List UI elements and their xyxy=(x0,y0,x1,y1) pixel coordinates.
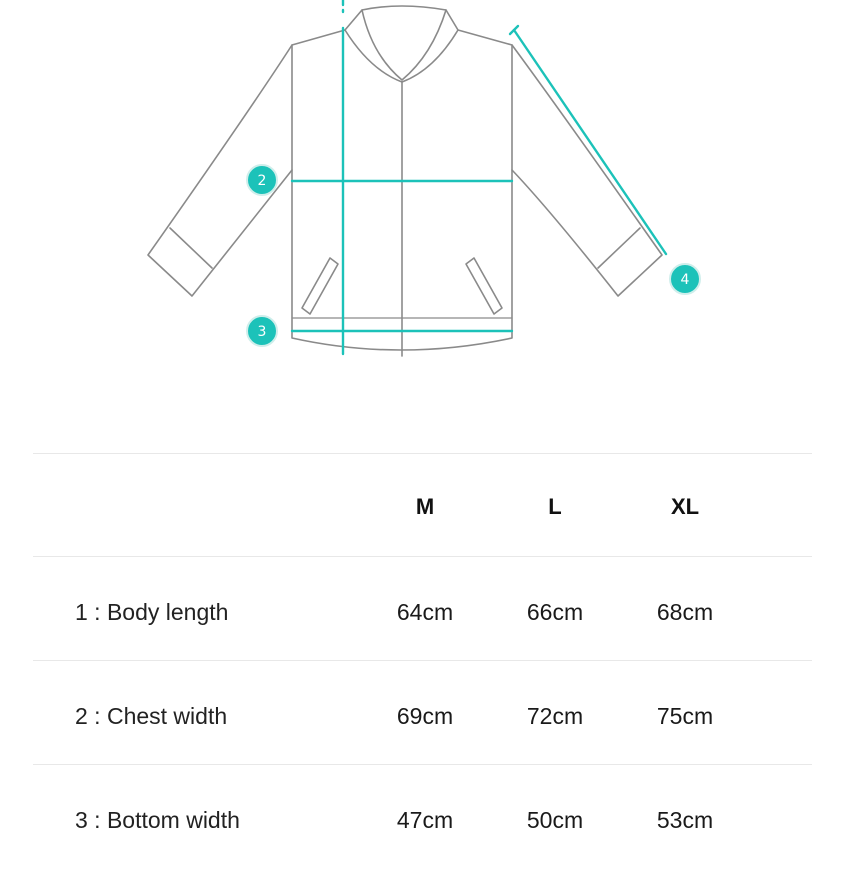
column-header-l: L xyxy=(548,494,562,519)
cell-body-length-l: 66cm xyxy=(526,599,584,625)
measurement-lines xyxy=(292,0,666,354)
jacket-neckline xyxy=(345,30,458,82)
row-label-body-length: 1 : Body length xyxy=(75,599,229,625)
right-cuff-seam xyxy=(598,228,640,268)
marker-4 xyxy=(670,264,700,294)
jacket-collar-inner xyxy=(362,10,446,80)
sleeve-length-line xyxy=(514,30,666,254)
jacket-illustration xyxy=(0,0,845,400)
cell-bottom-width-m: 47cm xyxy=(396,807,454,833)
marker-3-label: 3 xyxy=(257,324,267,340)
right-sleeve xyxy=(512,45,662,296)
row-label-bottom-width: 3 : Bottom width xyxy=(75,807,240,833)
cell-bottom-width-xl: 53cm xyxy=(656,807,714,833)
cell-bottom-width-l: 50cm xyxy=(526,807,584,833)
left-cuff-seam xyxy=(170,228,212,268)
left-pocket xyxy=(302,258,338,314)
marker-2 xyxy=(247,165,277,195)
table-row xyxy=(33,660,812,765)
column-header-m: M xyxy=(415,494,435,519)
right-pocket xyxy=(466,258,502,314)
cell-body-length-m: 64cm xyxy=(396,599,454,625)
table-row xyxy=(33,764,812,869)
table-header-row xyxy=(33,453,812,557)
cell-body-length-xl: 68cm xyxy=(656,599,714,625)
marker-2-label: 2 xyxy=(257,173,267,189)
column-header-xl: XL xyxy=(670,494,700,519)
cell-chest-width-m: 69cm xyxy=(396,703,454,729)
marker-4-label: 4 xyxy=(680,272,690,288)
cell-chest-width-xl: 75cm xyxy=(656,703,714,729)
table-row xyxy=(33,556,812,661)
marker-3 xyxy=(247,316,277,346)
jacket-measurement-diagram xyxy=(0,0,845,400)
cell-chest-width-l: 72cm xyxy=(526,703,584,729)
row-label-chest-width: 2 : Chest width xyxy=(75,703,228,729)
